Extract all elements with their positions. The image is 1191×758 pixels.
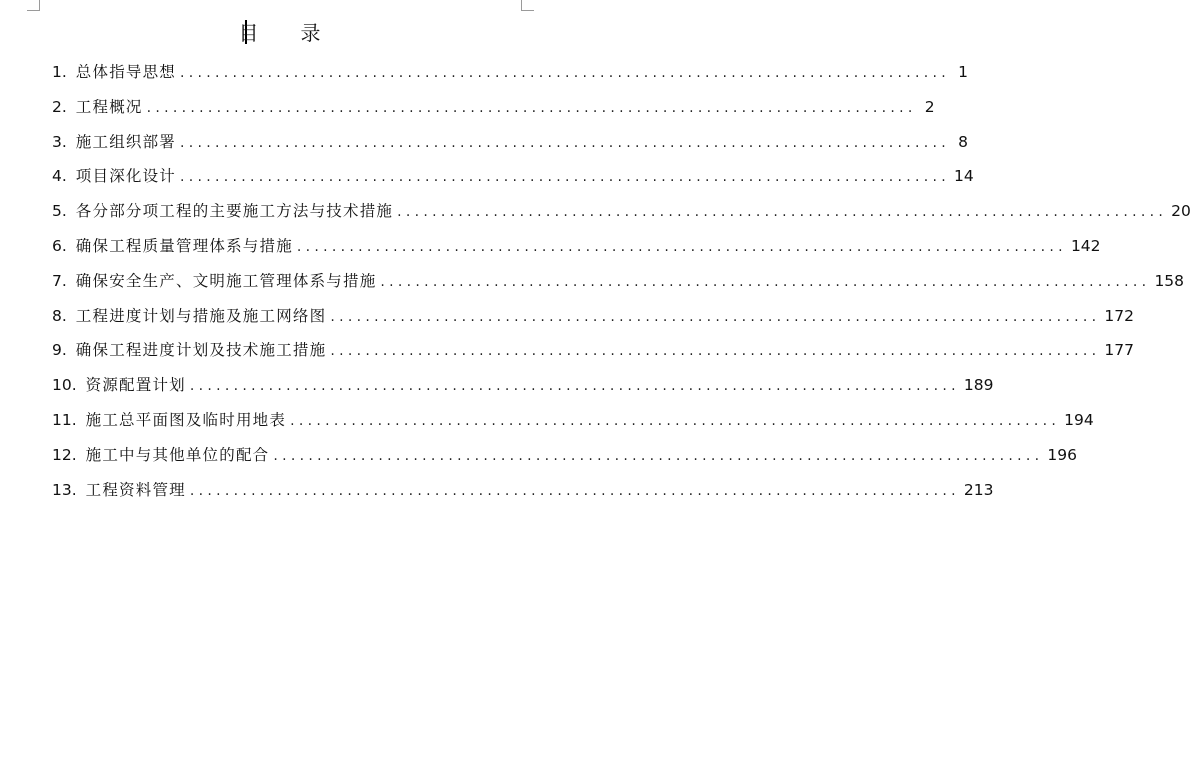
toc-entry-page: 8 bbox=[958, 132, 969, 151]
toc-leader-dots: ........................................................................................ bbox=[146, 99, 917, 116]
toc-entry-page: 172 bbox=[1104, 306, 1134, 325]
toc-leader-dots: ........................................................................................ bbox=[273, 447, 1044, 464]
toc-entry-number: 5. bbox=[52, 202, 67, 221]
toc-entry-page: 20 bbox=[1171, 202, 1191, 221]
toc-leader-dots: ........................................................................................ bbox=[180, 134, 951, 151]
toc-title-char-1: 目 bbox=[238, 21, 261, 45]
toc-entry-label: 资源配置计划 bbox=[85, 376, 186, 395]
toc-entry-page: 142 bbox=[1070, 236, 1101, 255]
toc-entry-number: 1. bbox=[52, 63, 67, 81]
toc-entry-label: 确保安全生产、文明施工管理体系与措施 bbox=[75, 271, 377, 290]
toc-entry-label: 施工总平面图及临时用地表 bbox=[85, 410, 287, 429]
toc-entry[interactable] bbox=[52, 194, 1191, 229]
toc-entry[interactable] bbox=[52, 229, 1101, 264]
toc-entry-number: 3. bbox=[52, 132, 67, 151]
toc-entry-page: 177 bbox=[1104, 341, 1134, 360]
toc-entry-number: 10. bbox=[52, 376, 77, 395]
toc-leader-dots: ........................................................................................ bbox=[380, 273, 1151, 290]
toc-leader-dots: ........................................................................................ bbox=[180, 65, 951, 81]
toc-entry-label: 各分部分项工程的主要施工方法与技术措施 bbox=[75, 202, 394, 221]
page-corner-mark-left bbox=[27, 0, 40, 11]
toc-entry-page: 1 bbox=[958, 63, 969, 81]
toc-entry[interactable] bbox=[52, 90, 935, 125]
toc-entry[interactable] bbox=[52, 299, 1134, 334]
toc-entry-label: 项目深化设计 bbox=[75, 167, 176, 186]
page-corner-mark-right bbox=[521, 0, 534, 11]
toc-leader-dots: ........................................................................................ bbox=[189, 482, 960, 499]
toc-entry-label: 工程资料管理 bbox=[85, 480, 186, 499]
toc-entry-number: 9. bbox=[52, 341, 67, 360]
toc-entry[interactable] bbox=[52, 264, 1185, 299]
toc-entry-page: 2 bbox=[924, 97, 935, 116]
toc-entry-number: 12. bbox=[52, 445, 77, 464]
toc-entry-number: 11. bbox=[52, 410, 77, 429]
toc-entry-label: 确保工程质量管理体系与措施 bbox=[75, 236, 293, 255]
toc-entry-number: 4. bbox=[52, 167, 67, 186]
toc-leader-dots: ........................................................................................ bbox=[330, 308, 1101, 325]
toc-entry-number: 2. bbox=[52, 97, 67, 116]
toc-entry-page: 213 bbox=[963, 480, 994, 499]
toc-entry-page: 194 bbox=[1064, 410, 1094, 429]
toc-entry[interactable] bbox=[52, 333, 1134, 368]
toc-list bbox=[52, 55, 1191, 507]
toc-entry[interactable] bbox=[52, 438, 1077, 473]
toc-leader-dots: ........................................................................................ bbox=[330, 343, 1101, 360]
toc-entry-page: 189 bbox=[963, 376, 994, 395]
toc-title-char-2: 录 bbox=[300, 21, 323, 45]
toc-entry[interactable] bbox=[52, 403, 1094, 438]
toc-entry-label: 施工组织部署 bbox=[75, 132, 176, 151]
toc-leader-dots: ........................................................................................ bbox=[296, 238, 1067, 255]
toc-leader-dots: ........................................................................................ bbox=[180, 169, 951, 186]
toc-entry-page: 14 bbox=[954, 167, 974, 186]
toc-entry[interactable] bbox=[52, 125, 969, 160]
toc-entry[interactable] bbox=[52, 368, 994, 403]
toc-entry[interactable] bbox=[52, 55, 969, 90]
toc-entry-label: 工程概况 bbox=[75, 97, 143, 116]
toc-entry-number: 8. bbox=[52, 306, 67, 325]
toc-entry-page: 158 bbox=[1154, 271, 1185, 290]
toc-entry-number: 13. bbox=[52, 480, 77, 499]
toc-entry-number: 6. bbox=[52, 236, 67, 255]
toc-entry-label: 确保工程进度计划及技术施工措施 bbox=[75, 341, 327, 360]
toc-entry[interactable] bbox=[52, 159, 974, 194]
toc-entry-number: 7. bbox=[52, 271, 67, 290]
toc-entry-label: 施工中与其他单位的配合 bbox=[85, 445, 270, 464]
toc-entry-page: 196 bbox=[1047, 445, 1077, 464]
toc-entry[interactable] bbox=[52, 473, 994, 508]
toc-leader-dots: ........................................................................................ bbox=[397, 204, 1168, 221]
toc-entry-label: 总体指导思想 bbox=[75, 63, 176, 81]
toc-leader-dots: ........................................................................................ bbox=[189, 378, 960, 395]
toc-leader-dots: ........................................................................................ bbox=[290, 412, 1061, 429]
toc-entry-label: 工程进度计划与措施及施工网络图 bbox=[75, 306, 327, 325]
toc-title bbox=[0, 18, 561, 48]
